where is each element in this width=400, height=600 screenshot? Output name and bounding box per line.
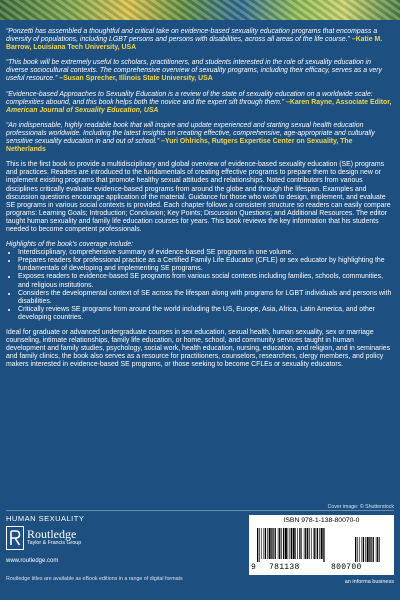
barcode-digits-left: 781138: [269, 563, 300, 572]
review-text: “Ponzetti has assembled a thoughtful and critical take on evidence-based sexuality education programs that encompass a diversity of populations, including LGBT persons and persons with disabilities, across all areas of the life course.”: [6, 28, 378, 44]
divider: [6, 510, 394, 511]
highlight-item: • Prepares readers for professional practice as a Certified Family Life Educator (CFLE) or sex educator by highlighting the fundamentals of developing and implementing SE programs.: [18, 257, 394, 273]
highlight-item: • Exposes readers to evidence-based SE programs from various social contexts including families, schools, communities, and religious institutions.: [18, 273, 394, 289]
review-text: “This book will be extremely useful to scholars, practitioners, and students interested in the role of sexuality education in diverse sociocultural contexts. The comprehensive overview of sexuality programs, including their efficacy, serves as a very useful resource.”: [6, 59, 382, 83]
highlight-item: • Considers the developmental context of SE across the lifespan along with programs for LGBT individuals and persons with disabilities.: [18, 290, 394, 306]
review-quote: [6, 28, 394, 52]
publisher-logo: [6, 526, 126, 554]
publisher-website[interactable]: www.routledge.com: [6, 558, 59, 564]
isbn-number: ISBN 978-1-138-80070-0: [283, 517, 360, 524]
informa-imprint: an informa business: [344, 579, 394, 585]
routledge-r-icon: [6, 526, 24, 550]
review-quote: [6, 91, 394, 115]
highlights-heading: Highlights of the book’s coverage include:: [6, 241, 134, 249]
review-attribution: –Yuri Ohlrichs, Rutgers Expertise Center on Sexuality, The Netherlands: [6, 138, 353, 154]
barcode-lead-digit: 9: [251, 563, 256, 572]
review-text: “An indispensable, highly readable book that will inspire and update experienced and starting sexual health education professionals worldwide. Including the latest insights on creating effective, comprehensive, age-appropriate and culturally sensitive sexuality education in and out of school.”: [6, 121, 375, 146]
audience-paragraph: Ideal for graduate or advanced undergraduate courses in sex education, sexual health, human sexuality, sex or marriage counseling, intimate relationships, family life education, or home, school, and community services taught in human development and family studies, psychology, social work, health education, nursing, education, and religion, and in seminaries and family clinics, the book also serves as a resource for practitioners, counselors, researchers, clergy members, and policy makers interested in evidence-based SE programs, or those seeking to become CFLEs or sexuality educators.: [6, 329, 391, 369]
highlight-item: • Critically reviews SE programs from around the world including the US, Europe, Asia, Africa, Latin America, and other developing countries.: [18, 306, 394, 322]
highlights-list: [6, 249, 394, 322]
review-quote: [6, 122, 394, 154]
book-description: This is the first book to provide a multidisciplinary and global overview of evidence-based sexuality education (SE) programs and practices. Readers are introduced to the fundamentals of creating effective programs to prepare them to design new or implement existing programs that promote healthy sexual attitudes and relationships. Noted contributors from various disciplines critically evaluate evidence-based programs from around the globe and through the lifespan. Examples and discussion questions encourage application of the material. Guidance for those who wish to design, implement, and evaluate SE programs in various social contexts is provided. Each chapter follows a consistent structure so readers can easily compare programs: Learning Goals; Introduction; Conclusion; Key Points; Discussion Questions; and Additional Resources. The editor taught human sexuality and family life education courses for years. This book reviews the key information that his students needed to become competent professionals.: [6, 161, 391, 233]
cover-art-strip: [0, 0, 400, 20]
review-attribution: –Susan Sprecher, Illinois State University, USA: [59, 75, 213, 83]
subject-category: HUMAN SEXUALITY: [6, 514, 85, 523]
barcode-bars: [255, 528, 388, 562]
publisher-name: Routledge: [27, 527, 77, 541]
highlight-item: • Interdisciplinary, comprehensive summary of evidence-based SE programs in one volume.: [18, 249, 394, 257]
review-quote: [6, 59, 394, 83]
review-source: American Journal of Sexuality Education, USA: [6, 106, 159, 114]
review-attribution: –Katie M. Barrow, Louisiana Tech University, USA: [6, 36, 383, 52]
barcode-digits-right: 800700: [331, 563, 362, 572]
back-cover-text: [6, 28, 394, 376]
publisher-group: Taylor & Francis Group: [27, 540, 82, 546]
review-attribution: –Karen Rayne, Associate Editor,: [286, 98, 392, 106]
cover-image-credit: Cover image: © Shutterstock: [327, 504, 394, 510]
isbn-barcode: [249, 515, 394, 575]
review-text: “Evidence-based Approaches to Sexuality Education is a review of the state of sexuality education on a worldwide scale: complexities abound, and this book helps both the novice and the expert sift through them.”: [6, 90, 373, 106]
ebook-note: Routledge titles are available as eBook editions in a range of digital formats: [6, 576, 183, 582]
